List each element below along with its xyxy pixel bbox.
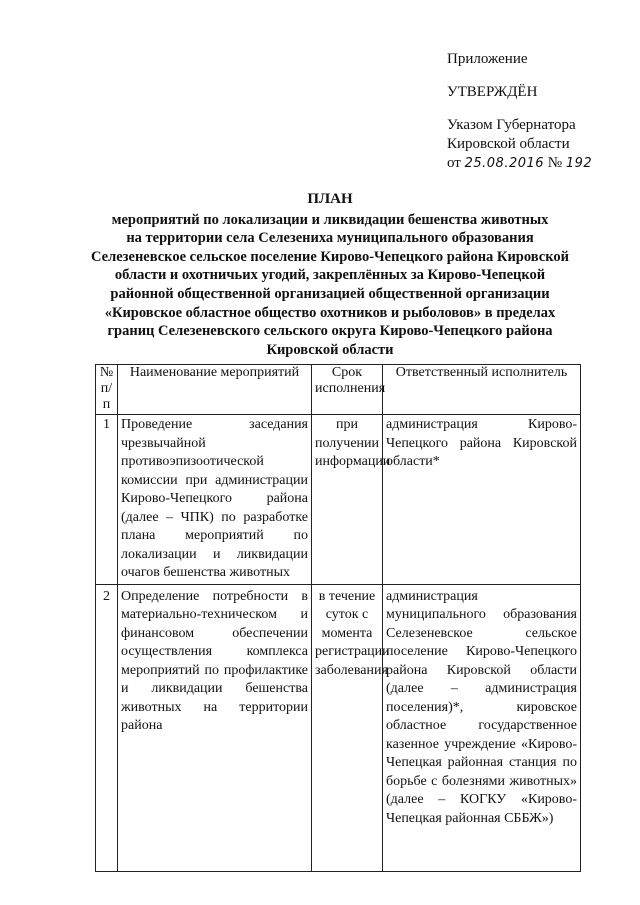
- plan-table: [95, 364, 581, 872]
- title-line: районной общественной организацией общественной организации: [110, 285, 550, 302]
- title-line: Селезеневское сельское поселение Кирово-Чепецкого района Кировской: [91, 248, 569, 265]
- table-row: [96, 415, 581, 585]
- title-line: на территории села Селезениха муниципального образования: [126, 230, 534, 247]
- decree-date: 25.08.2016: [464, 156, 545, 171]
- title-line: области и охотничьих угодий, закреплённых за Кирово-Чепецкой: [114, 267, 546, 284]
- table-row: [96, 584, 581, 871]
- header-resp: Ответственный исполнитель: [383, 365, 581, 415]
- table-header-row: [96, 365, 581, 415]
- header-term: Срок исполнения: [312, 365, 383, 415]
- approval-block: [447, 50, 592, 173]
- title-line: Кировской области: [266, 341, 394, 358]
- decree-date-line: [447, 154, 592, 173]
- row-term: в течение суток с момента регистрации заболевания: [312, 584, 383, 871]
- plan-heading: ПЛАН: [307, 191, 353, 207]
- header-name: Наименование мероприятий: [118, 365, 312, 415]
- title-line: «Кировское областное общество охотников и рыболовов» в пределах: [104, 304, 556, 321]
- row-num: 1: [96, 415, 118, 585]
- document-title: [70, 190, 590, 359]
- row-num: 2: [96, 584, 118, 871]
- date-prefix: от: [447, 155, 461, 171]
- row-resp: администрация муниципального образования Селезеневское сельское поселение Кирово-Чепецкого района Кировской области (далее – администрация поселения)*, кировское областное государственное казенное учреждение «Кирово-Чепецкая районная станция по борьбе с болезнями животных» (далее – КОГКУ «Кирово-Чепецкая районная СББЖ»): [383, 584, 581, 871]
- row-name: Проведение заседания чрезвычайной противоэпизоотической комиссии при администрации Кирово-Чепецкого района (далее – ЧПК) по разработке плана мероприятий по локализации и ликвидации очагов бешенства животных: [118, 415, 312, 585]
- number-sign: №: [547, 155, 563, 171]
- header-num: № п/п: [96, 365, 118, 415]
- approved-label: УТВЕРЖДЁН: [447, 84, 538, 100]
- row-term: при получении информации: [312, 415, 383, 585]
- row-resp: администрация Кирово-Чепецкого района Кировской области*: [383, 415, 581, 585]
- appendix-label: Приложение: [447, 51, 528, 67]
- title-line: мероприятий по локализации и ликвидации бешенства животных: [111, 211, 549, 228]
- decree-number: 192: [565, 156, 593, 171]
- decree-line-1: Указом Губернатора: [447, 117, 576, 133]
- decree-line-2: Кировской области: [447, 136, 570, 152]
- title-line: границ Селезеневского сельского округа Кирово-Чепецкого района: [107, 323, 553, 340]
- row-name: Определение потребности в материально-техническом и финансовом обеспечении осуществления комплекса мероприятий по профилактике и ликвидации бешенства животных на территории района: [118, 584, 312, 871]
